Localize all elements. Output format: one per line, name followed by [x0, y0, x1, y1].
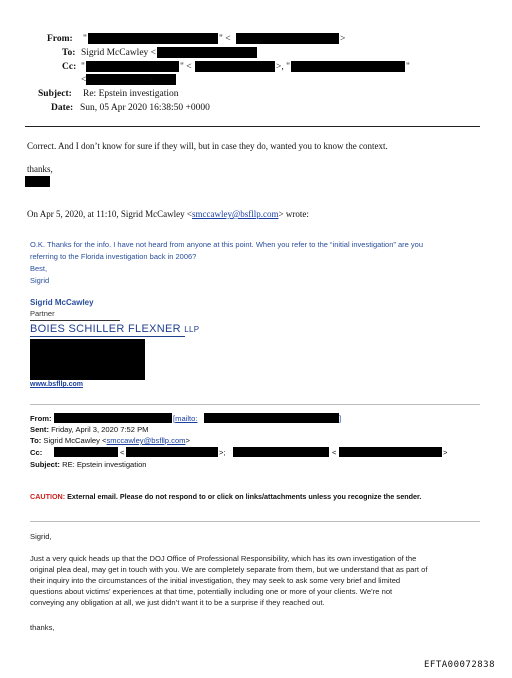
from-mid: " < — [219, 34, 231, 44]
orig-cc-sep1: < — [120, 448, 125, 457]
redaction — [54, 413, 172, 423]
quote-line-3: Best, — [30, 264, 48, 273]
to-label: To: — [62, 48, 76, 58]
orig-from-mailto-close: ] — [339, 414, 342, 423]
header-divider — [25, 126, 480, 127]
redaction — [86, 61, 179, 72]
to-value: Sigrid McCawley < — [81, 48, 157, 58]
redaction — [291, 61, 405, 72]
orig-sent: Sent: Friday, April 3, 2020 7:52 PM — [30, 425, 149, 434]
reply-signoff: thanks, — [27, 164, 53, 174]
cc2-close: > — [148, 75, 154, 85]
date-value: Sun, 05 Apr 2020 16:38:50 +0000 — [80, 103, 210, 113]
firm-website-link[interactable]: www.bsfllp.com — [30, 381, 84, 388]
cc-mid: " < — [180, 62, 192, 72]
orig-to-email-link[interactable]: smccawley@bsfllp.com — [106, 436, 186, 445]
reply-body: Correct. And I don’t know for sure if they will, but in case they do, wanted you to know the context. — [27, 141, 388, 151]
quote-intro-after: > wrote: — [278, 209, 309, 219]
cc-sep: >, " — [276, 62, 290, 72]
redaction — [195, 61, 275, 72]
firm-logo — [30, 323, 199, 335]
mailto-link[interactable]: mailto: — [175, 414, 198, 423]
signature-name: Sigrid McCawley — [30, 298, 94, 307]
redaction — [157, 47, 257, 58]
from-label: From: — [47, 34, 73, 44]
cc2-open: < — [81, 75, 87, 85]
original-divider — [30, 404, 480, 405]
subject-label: Subject: — [38, 89, 72, 99]
cc-end: " — [406, 62, 410, 72]
redaction — [236, 33, 339, 44]
firm-name: BOIES SCHILLER FLEXNER — [30, 323, 181, 335]
quote-intro-before: On Apr 5, 2020, at 11:10, Sigrid McCawley < — [27, 209, 192, 219]
firm-suffix: LLP — [184, 325, 200, 334]
redaction — [30, 339, 145, 380]
bates-number: EFTA00072838 — [424, 660, 496, 670]
caution-banner — [30, 492, 421, 501]
redaction — [204, 413, 342, 423]
signature-rule — [30, 320, 120, 321]
date-label: Date: — [51, 103, 74, 113]
from-open-quote: " — [83, 34, 87, 44]
orig-subject: Subject: RE: Epstein investigation — [30, 460, 147, 469]
redaction — [86, 74, 176, 85]
quote-line-1: O.K. Thanks for the info. I have not heard from anyone at this point. When you refer to the “initial investigation” are you — [30, 240, 423, 249]
caution-divider — [30, 521, 480, 522]
quote-intro-email-link[interactable]: smccawley@bsfllp.com — [191, 209, 279, 219]
cc-open-quote: " — [81, 62, 85, 72]
orig-cc-label: Cc: — [30, 448, 43, 457]
message-signoff: thanks, — [30, 623, 55, 632]
message-line-1: Just a very quick heads up that the DOJ Office of Professional Responsibility, which has its own investigation of the — [30, 554, 417, 563]
message-line-5: conveying any obligation at all, we just didn’t want it to be a surprise if they reached out. — [30, 598, 325, 607]
orig-to: To: Sigrid McCawley <smccawley@bsfllp.com> — [30, 436, 190, 445]
subject-value: Re: Epstein investigation — [83, 89, 179, 99]
orig-from-label: From: — [30, 414, 52, 423]
message-line-3: their inquiry into the circumstances of the initial investigation, they may seek to ask some very brief and limited — [30, 576, 401, 585]
quote-line-4: Sigrid — [30, 276, 50, 285]
orig-cc-end: > — [443, 448, 448, 457]
message-line-4: questions about victims’ experiences at that time, potentially including one or more of your clients. We’re not — [30, 587, 393, 596]
redaction — [339, 447, 442, 457]
orig-cc-sep2: >; — [219, 448, 226, 457]
message-greeting: Sigrid, — [30, 532, 52, 541]
redaction — [88, 33, 218, 44]
redaction — [233, 447, 329, 457]
orig-from-mailto: [mailto: — [173, 414, 198, 423]
caution-label: CAUTION: — [30, 492, 66, 501]
cc-label: Cc: — [62, 62, 77, 72]
orig-cc-sep3: < — [332, 448, 337, 457]
signature-title: Partner — [30, 309, 55, 318]
firm-logo-underline — [30, 336, 185, 337]
quote-intro — [27, 209, 309, 219]
redaction — [54, 447, 118, 457]
redaction — [25, 176, 50, 187]
message-line-2: original plea deal, may get in touch with you. We are completely separate from them, but we understand that as part of — [30, 565, 428, 574]
from-close: > — [340, 34, 346, 44]
caution-text: External email. Please do not respond to or click on links/attachments unless you recognize the sender. — [67, 492, 422, 501]
quote-line-2: referring to the Florida investigation back in 2006? — [30, 252, 197, 261]
redaction — [126, 447, 218, 457]
